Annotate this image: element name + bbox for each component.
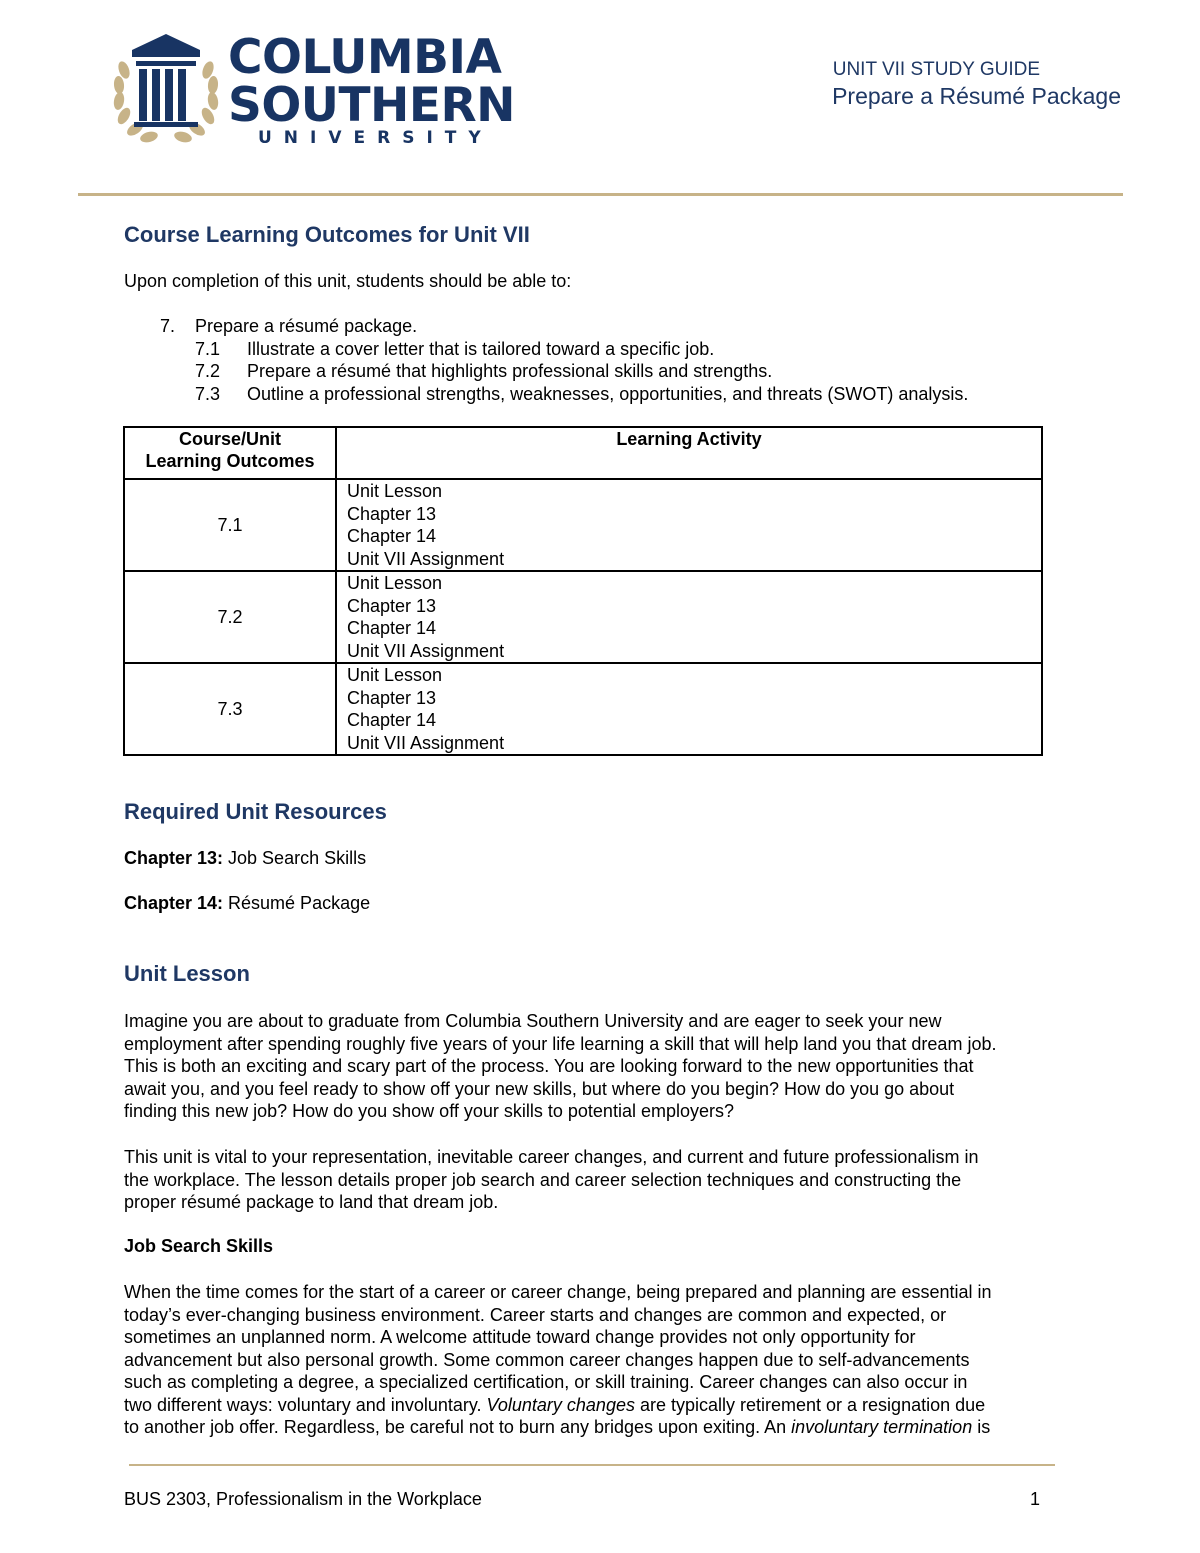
activity-item: Unit VII Assignment (347, 548, 505, 569)
column-header-outcomes (124, 427, 336, 479)
outcome-sub-text: Outline a professional strengths, weaknesses, opportunities, and threats (SWOT) analysis. (247, 384, 969, 404)
activity-item: Unit Lesson (347, 573, 443, 593)
activity-item: Unit VII Assignment (347, 640, 505, 661)
resource-label: Chapter 13: (124, 848, 224, 868)
table-row (124, 571, 1042, 663)
paragraph-line: the workplace. The lesson details proper job search and career selection techniques and constructing the (124, 1169, 962, 1190)
paragraph-line: advancement but also personal growth. Some common career changes happen due to self-advancements (124, 1349, 970, 1370)
activity-item: Chapter 13 (347, 595, 437, 616)
activity-item: Chapter 14 (347, 618, 437, 638)
text-run: two different ways: voluntary and involuntary. (124, 1394, 487, 1415)
activity-item: Chapter 14 (347, 710, 437, 730)
resource-title: Job Search Skills (223, 848, 367, 868)
emphasis-text: involuntary termination (791, 1417, 973, 1437)
logo-text-line3: UNIVERSITY (258, 128, 493, 148)
activity-item: Chapter 13 (347, 503, 437, 524)
lesson-paragraph (124, 1281, 1084, 1439)
table-row (124, 479, 1042, 571)
emphasis-text: Voluntary changes (486, 1394, 635, 1415)
table-header-row (124, 427, 1042, 479)
resource-item (124, 893, 370, 914)
resource-title: Résumé Package (223, 893, 371, 913)
paragraph-line (124, 1394, 1084, 1417)
outcome-sub-number: 7.1 (195, 339, 221, 359)
text-run: are typically retirement or a resignation due (634, 1394, 986, 1415)
activity-item: Chapter 14 (347, 526, 437, 546)
activity-item: Chapter 13 (347, 687, 437, 708)
paragraph-line: today’s ever-changing business environment. Career starts and changes are common and expected, or (124, 1304, 947, 1325)
logo-text-line2: SOUTHERN (228, 78, 515, 133)
column-header-line: Learning Outcomes (145, 451, 315, 471)
paragraph-line: Imagine you are about to graduate from Columbia Southern University and are eager to seek your new (124, 1011, 942, 1031)
activity-item: Unit Lesson (347, 481, 443, 501)
university-logo (110, 30, 515, 155)
footer-course-name: BUS 2303, Professionalism in the Workplace (124, 1489, 482, 1509)
outcomes-activity-table (123, 426, 1043, 756)
lesson-paragraph (124, 1010, 1084, 1123)
outcome-code-cell: 7.1 (124, 479, 336, 571)
paragraph-line: When the time comes for the start of a career or career change, being prepared and planning are essential in (124, 1282, 992, 1302)
text-run: is (972, 1417, 991, 1437)
resource-label: Chapter 14: (124, 893, 224, 913)
paragraph-line: finding this new job? How do you show off your skills to potential employers? (124, 1101, 734, 1121)
activity-cell (336, 663, 1042, 755)
study-guide-label: UNIT VII STUDY GUIDE (832, 59, 1040, 80)
header-divider (78, 193, 1123, 196)
text-run: to another job offer. Regardless, be careful not to burn any bridges upon exiting. An (124, 1417, 792, 1437)
paragraph-line: such as completing a degree, a specialized certification, or skill training. Career changes can also occur in (124, 1372, 968, 1392)
resource-item (124, 848, 366, 869)
activity-item: Unit VII Assignment (347, 732, 505, 753)
outcomes-heading: Course Learning Outcomes for Unit VII (124, 222, 530, 247)
paragraph-line: proper résumé package to land that dream job. (124, 1192, 499, 1212)
paragraph-line: employment after spending roughly five years of your life learning a skill that will help land you that dream job. (124, 1033, 997, 1054)
lesson-heading: Unit Lesson (124, 961, 250, 986)
activity-cell (336, 571, 1042, 663)
logo-text-line1: COLUMBIA (228, 30, 502, 85)
outcome-code-cell: 7.3 (124, 663, 336, 755)
table-row (124, 663, 1042, 755)
column-header-activity: Learning Activity (336, 427, 1042, 479)
study-guide-title: Prepare a Résumé Package (832, 83, 1121, 109)
footer-divider (129, 1464, 1055, 1466)
paragraph-line: sometimes an unplanned norm. A welcome attitude toward change provides not only opportunity for (124, 1327, 916, 1347)
activity-item: Unit Lesson (347, 665, 443, 685)
paragraph-line (124, 1416, 1084, 1439)
page-number: 1 (1030, 1489, 1041, 1509)
outcome-sub-text: Illustrate a cover letter that is tailored toward a specific job. (247, 339, 715, 359)
outcomes-intro: Upon completion of this unit, students should be able to: (124, 271, 572, 291)
outcome-sub-number: 7.2 (195, 361, 221, 381)
laurel-column-emblem-icon (110, 30, 222, 155)
outcome-sub-text: Prepare a résumé that highlights professional skills and strengths. (247, 361, 773, 381)
column-header-line: Course/Unit (178, 429, 281, 449)
lesson-paragraph (124, 1146, 1084, 1214)
paragraph-line: await you, and you feel ready to show off your new skills, but where do you begin? How do you go about (124, 1078, 955, 1099)
outcome-main-number: 7. (160, 316, 176, 336)
job-search-subheading: Job Search Skills (124, 1236, 274, 1256)
outcome-sub-number: 7.3 (195, 384, 221, 404)
activity-cell (336, 479, 1042, 571)
paragraph-line: This is both an exciting and scary part of the process. You are looking forward to the new opportunities that (124, 1056, 974, 1076)
paragraph-line: This unit is vital to your representation, inevitable career changes, and current and future professionalism in (124, 1147, 979, 1167)
outcome-main-text: Prepare a résumé package. (195, 316, 418, 336)
outcome-code-cell: 7.2 (124, 571, 336, 663)
resources-heading: Required Unit Resources (124, 799, 387, 824)
